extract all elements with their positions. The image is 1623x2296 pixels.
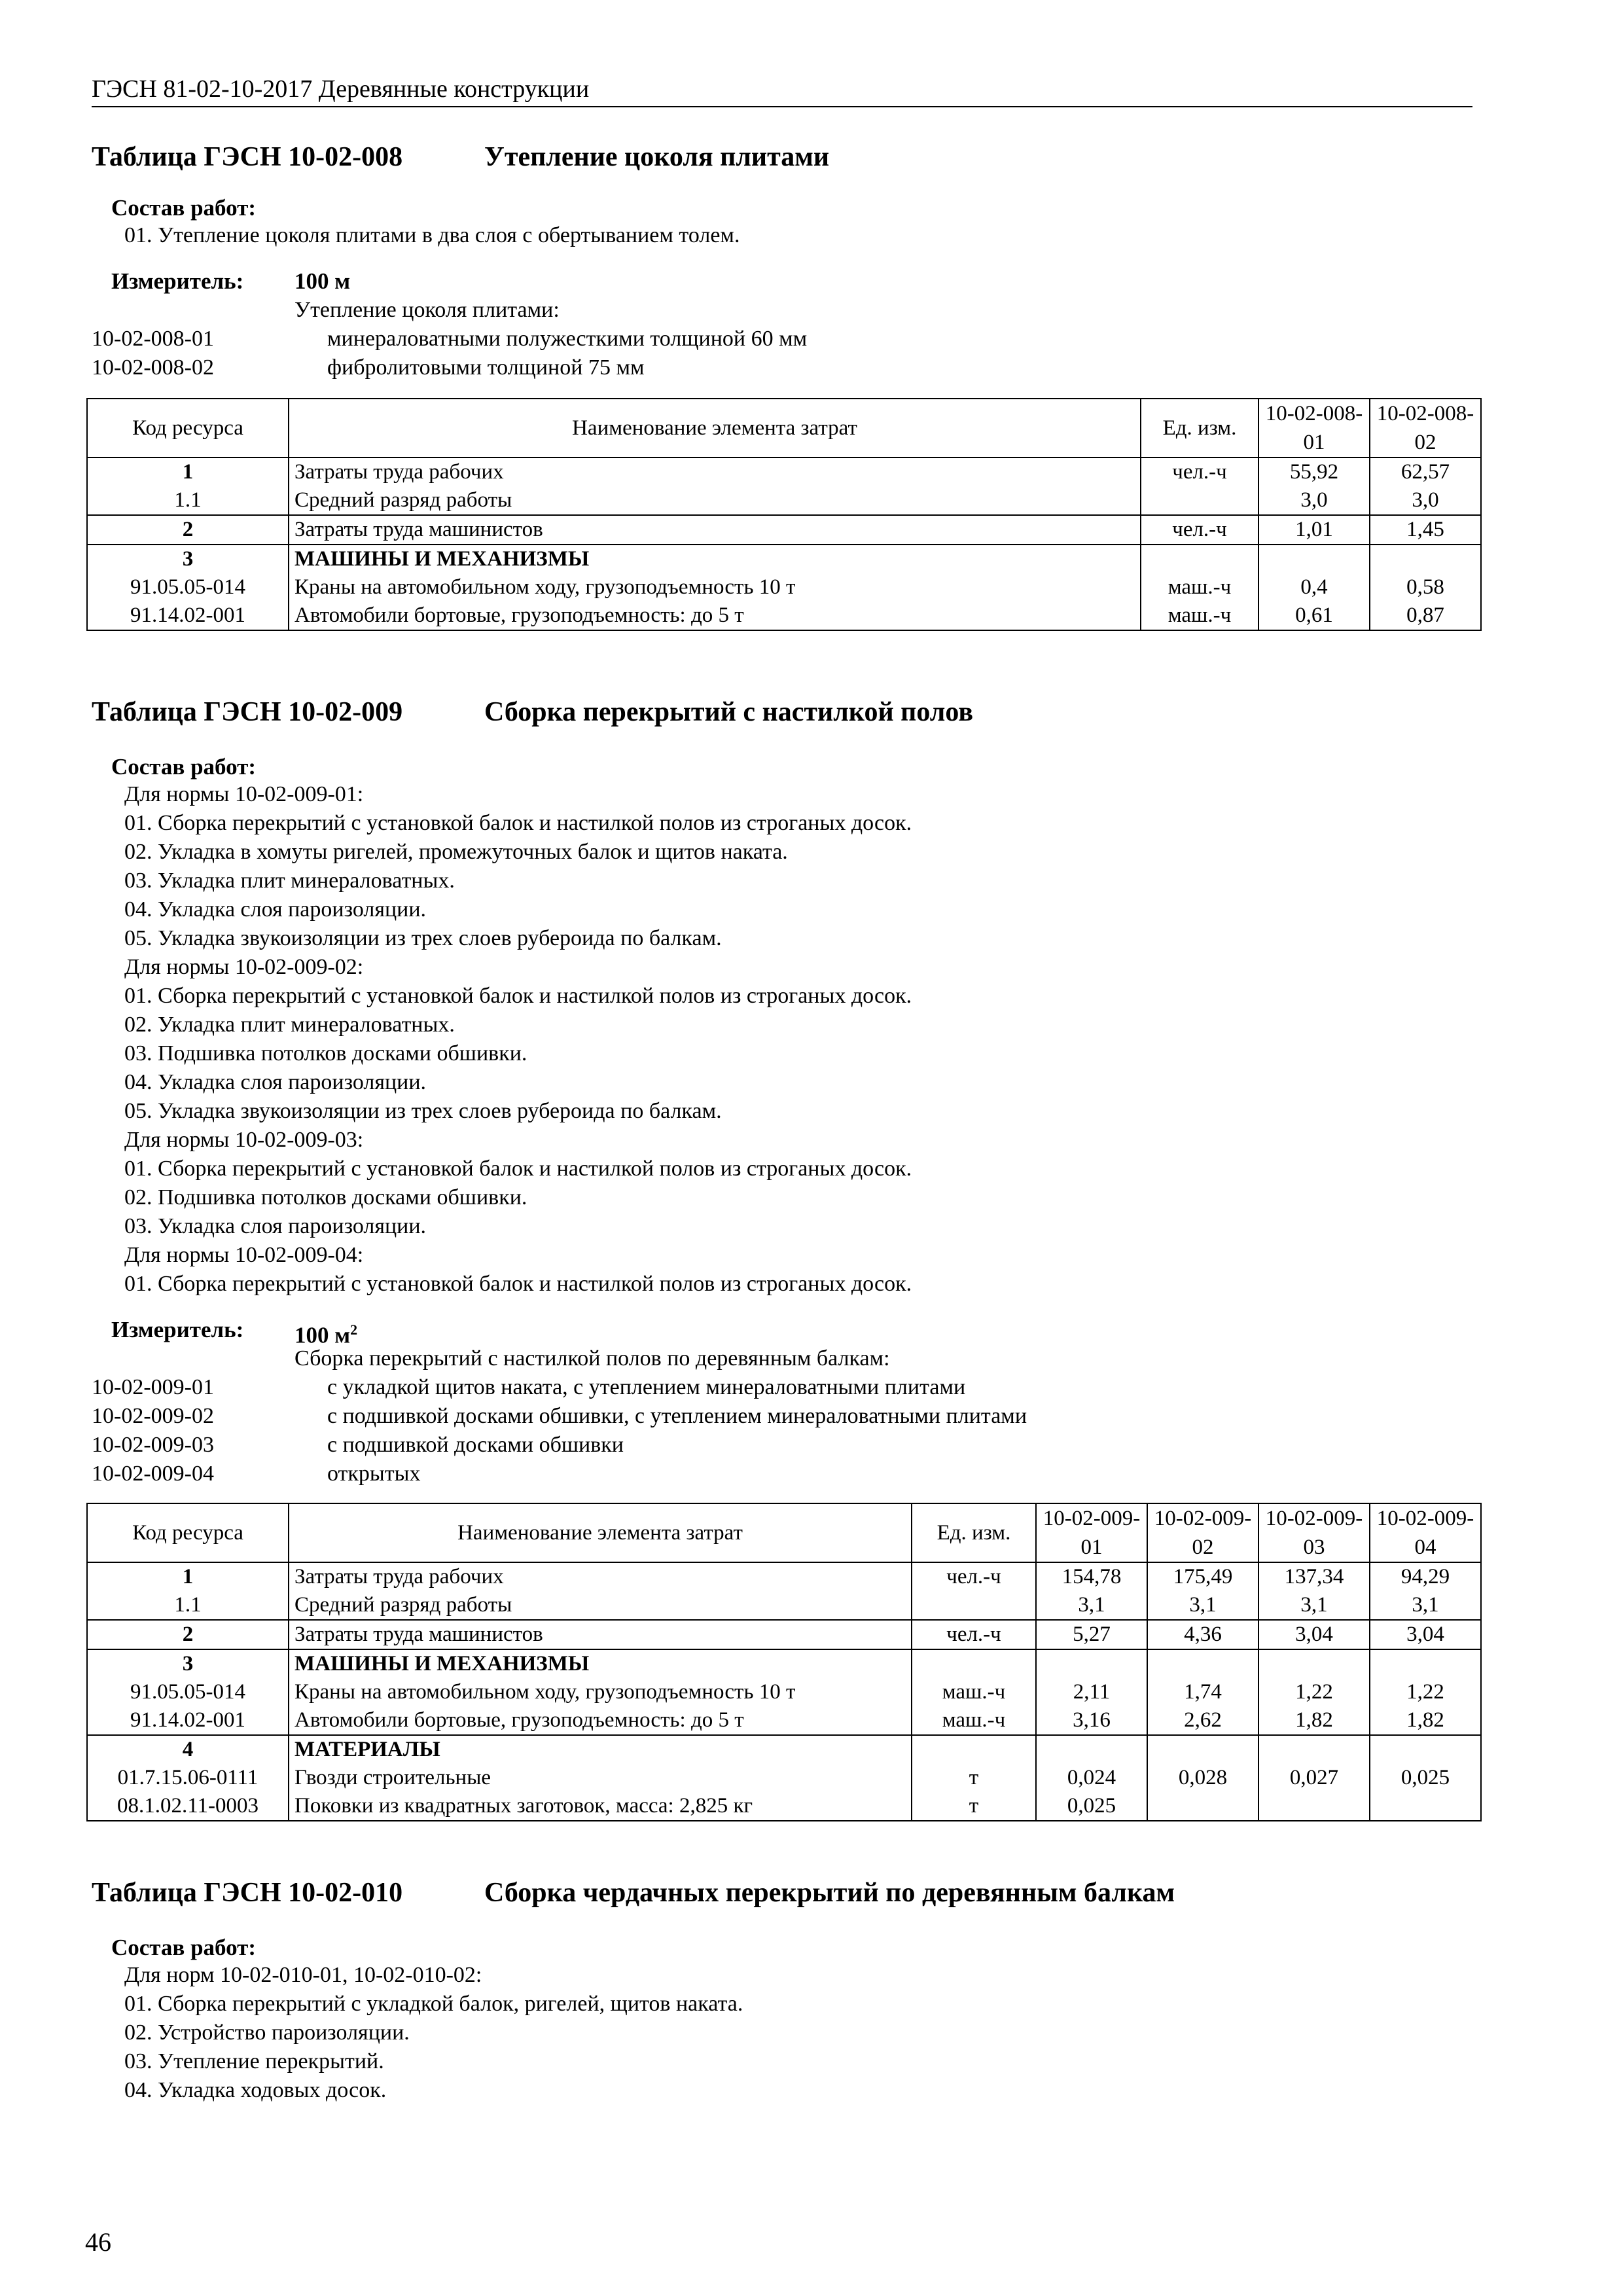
cell-value: 3,0 bbox=[1370, 486, 1481, 515]
col-name-header: Наименование элемента затрат bbox=[289, 1503, 912, 1562]
cell-code: 2 bbox=[87, 515, 289, 545]
cell-name: Краны на автомобильном ходу, грузоподъемность 10 т bbox=[289, 1678, 912, 1706]
cell-value: 94,29 bbox=[1370, 1562, 1481, 1591]
col-code-header: Код ресурса bbox=[87, 399, 289, 457]
composition-label: Состав работ: bbox=[111, 754, 256, 780]
norm-code: 10-02-008-01 bbox=[92, 327, 214, 351]
measure-label: Измеритель: bbox=[111, 1317, 244, 1342]
col-unit-header: Ед. изм. bbox=[912, 1503, 1036, 1562]
cell-value: 3,0 bbox=[1258, 486, 1370, 515]
section-10-02-008 bbox=[92, 141, 1479, 631]
cell-code: 3 bbox=[87, 545, 289, 573]
cell-name: Гвозди строительные bbox=[289, 1764, 912, 1792]
work-item: 03. Укладка плит минераловатных. bbox=[124, 869, 455, 893]
cell-unit: чел.-ч bbox=[912, 1620, 1036, 1649]
cell-value bbox=[1258, 545, 1370, 573]
cell-unit: т bbox=[912, 1764, 1036, 1792]
work-item: 02. Устройство пароизоляции. bbox=[124, 2020, 410, 2045]
cell-value: 0,025 bbox=[1370, 1764, 1481, 1792]
cell-code: 1.1 bbox=[87, 1591, 289, 1620]
cell-value: 1,82 bbox=[1258, 1706, 1370, 1735]
cell-name: МАТЕРИАЛЫ bbox=[289, 1735, 912, 1764]
norm-text: с укладкой щитов наката, с утеплением минераловатными плитами bbox=[327, 1375, 966, 1399]
cell-unit: чел.-ч bbox=[1141, 515, 1258, 545]
cell-value: 137,34 bbox=[1258, 1562, 1370, 1591]
col-norm-header: 10-02-009-03 bbox=[1258, 1503, 1370, 1562]
cell-unit: маш.-ч bbox=[912, 1706, 1036, 1735]
cell-value bbox=[1258, 1649, 1370, 1678]
table-row bbox=[87, 601, 1481, 630]
cell-code: 1.1 bbox=[87, 486, 289, 515]
cell-name: Затраты труда рабочих bbox=[289, 457, 1141, 486]
cell-value: 3,1 bbox=[1036, 1591, 1147, 1620]
works-list bbox=[124, 221, 1479, 250]
cell-code: 91.05.05-014 bbox=[87, 573, 289, 601]
cell-value: 3,04 bbox=[1370, 1620, 1481, 1649]
cell-value: 0,61 bbox=[1258, 601, 1370, 630]
section-title bbox=[92, 1877, 1479, 1909]
table-row bbox=[87, 1792, 1481, 1821]
cell-value: 3,1 bbox=[1147, 1591, 1258, 1620]
work-item: 02. Подшивка потолков досками обшивки. bbox=[124, 1185, 527, 1210]
work-item: 02. Укладка плит минераловатных. bbox=[124, 1013, 455, 1037]
cell-unit: чел.-ч bbox=[912, 1562, 1036, 1591]
cell-unit: т bbox=[912, 1792, 1036, 1821]
table-row bbox=[87, 1764, 1481, 1792]
cell-value: 0,025 bbox=[1036, 1792, 1147, 1821]
measure-label: Измеритель: bbox=[111, 268, 244, 294]
measure-value-text: 100 м bbox=[294, 1322, 351, 1348]
cell-value: 154,78 bbox=[1036, 1562, 1147, 1591]
cell-value: 175,49 bbox=[1147, 1562, 1258, 1591]
table-row bbox=[87, 486, 1481, 515]
work-item: 04. Укладка слоя пароизоляции. bbox=[124, 1070, 427, 1094]
work-item: Для норм 10-02-010-01, 10-02-010-02: bbox=[124, 1963, 482, 1987]
composition-label: Состав работ: bbox=[111, 195, 256, 221]
measure-value-sup: 2 bbox=[350, 1321, 358, 1338]
cell-code: 2 bbox=[87, 1620, 289, 1649]
table-row bbox=[87, 515, 1481, 545]
measure-desc: Утепление цоколя плитами: bbox=[294, 298, 560, 322]
cell-unit bbox=[912, 1735, 1036, 1764]
works-list bbox=[124, 780, 1479, 1299]
table-row bbox=[87, 1735, 1481, 1764]
cell-value: 4,36 bbox=[1147, 1620, 1258, 1649]
col-norm-header: 10-02-008-02 bbox=[1370, 399, 1481, 457]
table-row bbox=[87, 1562, 1481, 1591]
work-item: Для нормы 10-02-009-02: bbox=[124, 955, 364, 979]
cell-value: 1,22 bbox=[1370, 1678, 1481, 1706]
cell-name: МАШИНЫ И МЕХАНИЗМЫ bbox=[289, 1649, 912, 1678]
cell-unit bbox=[912, 1591, 1036, 1620]
work-item: 04. Укладка ходовых досок. bbox=[124, 2078, 387, 2102]
norm-code: 10-02-009-04 bbox=[92, 1462, 214, 1486]
cell-value bbox=[1147, 1735, 1258, 1764]
cell-value: 1,74 bbox=[1147, 1678, 1258, 1706]
cell-unit bbox=[1141, 545, 1258, 573]
norm-text: минераловатными полужесткими толщиной 60 мм bbox=[327, 327, 808, 351]
norm-text: с подшивкой досками обшивки, с утеплением минераловатными плитами bbox=[327, 1404, 1027, 1428]
cell-value bbox=[1036, 1649, 1147, 1678]
work-item: 04. Укладка слоя пароизоляции. bbox=[124, 897, 427, 922]
norm-text: с подшивкой досками обшивки bbox=[327, 1433, 624, 1457]
col-norm-header: 10-02-008-01 bbox=[1258, 399, 1370, 457]
cell-value bbox=[1370, 1735, 1481, 1764]
cell-value: 2,62 bbox=[1147, 1706, 1258, 1735]
cell-value: 1,82 bbox=[1370, 1706, 1481, 1735]
cell-name: Краны на автомобильном ходу, грузоподъемность 10 т bbox=[289, 573, 1141, 601]
measure-block bbox=[92, 267, 1479, 382]
resources-table bbox=[86, 1503, 1482, 1821]
measure-block bbox=[92, 1316, 1479, 1488]
cell-name: Автомобили бортовые, грузоподъемность: до 5 т bbox=[289, 601, 1141, 630]
table-row bbox=[87, 457, 1481, 486]
cell-code: 01.7.15.06-0111 bbox=[87, 1764, 289, 1792]
page-number: 46 bbox=[85, 2227, 111, 2257]
cell-value bbox=[1370, 545, 1481, 573]
cell-value: 3,1 bbox=[1370, 1591, 1481, 1620]
cell-name: Затраты труда машинистов bbox=[289, 515, 1141, 545]
cell-value: 0,024 bbox=[1036, 1764, 1147, 1792]
col-name-header: Наименование элемента затрат bbox=[289, 399, 1141, 457]
cell-name: МАШИНЫ И МЕХАНИЗМЫ bbox=[289, 545, 1141, 573]
table-code: Таблица ГЭСН 10-02-010 bbox=[92, 1878, 403, 1908]
cell-name: Автомобили бортовые, грузоподъемность: до 5 т bbox=[289, 1706, 912, 1735]
cell-value bbox=[1036, 1735, 1147, 1764]
cell-unit bbox=[1141, 486, 1258, 515]
section-10-02-009 bbox=[92, 696, 1479, 1821]
table-row bbox=[87, 573, 1481, 601]
cell-unit: маш.-ч bbox=[912, 1678, 1036, 1706]
cell-unit: чел.-ч bbox=[1141, 457, 1258, 486]
work-item: Для нормы 10-02-009-04: bbox=[124, 1243, 364, 1267]
table-row bbox=[87, 1591, 1481, 1620]
work-item: 01. Сборка перекрытий с укладкой балок, ригелей, щитов наката. bbox=[124, 1992, 743, 2016]
table-row bbox=[87, 1649, 1481, 1678]
cell-value bbox=[1147, 1649, 1258, 1678]
cell-code: 08.1.02.11-0003 bbox=[87, 1792, 289, 1821]
table-row bbox=[87, 1706, 1481, 1735]
cell-value bbox=[1370, 1649, 1481, 1678]
cell-value: 3,04 bbox=[1258, 1620, 1370, 1649]
work-item: 02. Укладка в хомуты ригелей, промежуточных балок и щитов наката. bbox=[124, 840, 788, 864]
table-title: Сборка перекрытий с настилкой полов bbox=[484, 697, 973, 727]
table-title: Утепление цоколя плитами bbox=[484, 142, 830, 172]
col-unit-header: Ед. изм. bbox=[1141, 399, 1258, 457]
cell-unit: маш.-ч bbox=[1141, 573, 1258, 601]
running-header: ГЭСН 81-02-10-2017 Деревянные конструкции bbox=[92, 75, 1472, 107]
cell-name: Затраты труда машинистов bbox=[289, 1620, 912, 1649]
work-item: 03. Утепление перекрытий. bbox=[124, 2049, 384, 2073]
cell-value bbox=[1258, 1735, 1370, 1764]
cell-value: 1,45 bbox=[1370, 515, 1481, 545]
section-title bbox=[92, 696, 1479, 728]
composition-label: Состав работ: bbox=[111, 1935, 256, 1960]
cell-value: 3,1 bbox=[1258, 1591, 1370, 1620]
col-norm-header: 10-02-009-01 bbox=[1036, 1503, 1147, 1562]
cell-code: 4 bbox=[87, 1735, 289, 1764]
cell-name: Поковки из квадратных заготовок, масса: 2,825 кг bbox=[289, 1792, 912, 1821]
works-list bbox=[124, 1961, 1479, 2105]
cell-unit: маш.-ч bbox=[1141, 601, 1258, 630]
table-code: Таблица ГЭСН 10-02-008 bbox=[92, 142, 403, 172]
cell-code: 91.14.02-001 bbox=[87, 1706, 289, 1735]
table-row bbox=[87, 1678, 1481, 1706]
cell-name: Средний разряд работы bbox=[289, 486, 1141, 515]
cell-value bbox=[1147, 1792, 1258, 1821]
work-item: 03. Укладка слоя пароизоляции. bbox=[124, 1214, 427, 1238]
cell-value: 1,22 bbox=[1258, 1678, 1370, 1706]
measure-desc: Сборка перекрытий с настилкой полов по деревянным балкам: bbox=[294, 1346, 890, 1371]
table-row bbox=[87, 545, 1481, 573]
cell-value: 0,027 bbox=[1258, 1764, 1370, 1792]
cell-value: 62,57 bbox=[1370, 457, 1481, 486]
cell-value: 0,58 bbox=[1370, 573, 1481, 601]
work-item: 01. Сборка перекрытий с установкой балок и настилкой полов из строганых досок. bbox=[124, 811, 912, 835]
table-title: Сборка чердачных перекрытий по деревянным балкам bbox=[484, 1878, 1175, 1908]
col-norm-header: 10-02-009-04 bbox=[1370, 1503, 1481, 1562]
work-item: Для нормы 10-02-009-03: bbox=[124, 1128, 364, 1152]
cell-value bbox=[1370, 1792, 1481, 1821]
cell-value: 1,01 bbox=[1258, 515, 1370, 545]
norm-code: 10-02-009-03 bbox=[92, 1433, 214, 1457]
norm-text: открытых bbox=[327, 1462, 421, 1486]
measure-value: 100 м bbox=[294, 268, 351, 294]
cell-value: 0,028 bbox=[1147, 1764, 1258, 1792]
work-item: 01. Сборка перекрытий с установкой балок и настилкой полов из строганых досок. bbox=[124, 1157, 912, 1181]
cell-code: 1 bbox=[87, 1562, 289, 1591]
norm-text: фибролитовыми толщиной 75 мм bbox=[327, 355, 645, 380]
cell-value: 3,16 bbox=[1036, 1706, 1147, 1735]
norm-code: 10-02-009-02 bbox=[92, 1404, 214, 1428]
norm-code: 10-02-008-02 bbox=[92, 355, 214, 380]
col-code-header: Код ресурса bbox=[87, 1503, 289, 1562]
work-item: 05. Укладка звукоизоляции из трех слоев рубероида по балкам. bbox=[124, 1099, 722, 1123]
cell-unit bbox=[912, 1649, 1036, 1678]
cell-value bbox=[1258, 1792, 1370, 1821]
cell-code: 3 bbox=[87, 1649, 289, 1678]
section-10-02-010 bbox=[92, 1877, 1479, 2105]
cell-value: 55,92 bbox=[1258, 457, 1370, 486]
table-row bbox=[87, 1620, 1481, 1649]
cell-value: 0,4 bbox=[1258, 573, 1370, 601]
work-item: 05. Укладка звукоизоляции из трех слоев рубероида по балкам. bbox=[124, 926, 722, 950]
table-code: Таблица ГЭСН 10-02-009 bbox=[92, 697, 403, 727]
cell-code: 91.05.05-014 bbox=[87, 1678, 289, 1706]
section-title bbox=[92, 141, 1479, 173]
work-item: 01. Сборка перекрытий с установкой балок и настилкой полов из строганых досок. bbox=[124, 984, 912, 1008]
work-item: 01. Утепление цоколя плитами в два слоя с обертыванием толем. bbox=[124, 223, 740, 247]
cell-value: 5,27 bbox=[1036, 1620, 1147, 1649]
work-item: Для нормы 10-02-009-01: bbox=[124, 782, 364, 806]
cell-code: 1 bbox=[87, 457, 289, 486]
cell-name: Затраты труда рабочих bbox=[289, 1562, 912, 1591]
resources-table bbox=[86, 398, 1482, 631]
cell-code: 91.14.02-001 bbox=[87, 601, 289, 630]
work-item: 03. Подшивка потолков досками обшивки. bbox=[124, 1041, 527, 1066]
work-item: 01. Сборка перекрытий с установкой балок и настилкой полов из строганых досок. bbox=[124, 1272, 912, 1296]
norm-code: 10-02-009-01 bbox=[92, 1375, 214, 1399]
cell-value: 2,11 bbox=[1036, 1678, 1147, 1706]
cell-value: 0,87 bbox=[1370, 601, 1481, 630]
cell-name: Средний разряд работы bbox=[289, 1591, 912, 1620]
col-norm-header: 10-02-009-02 bbox=[1147, 1503, 1258, 1562]
